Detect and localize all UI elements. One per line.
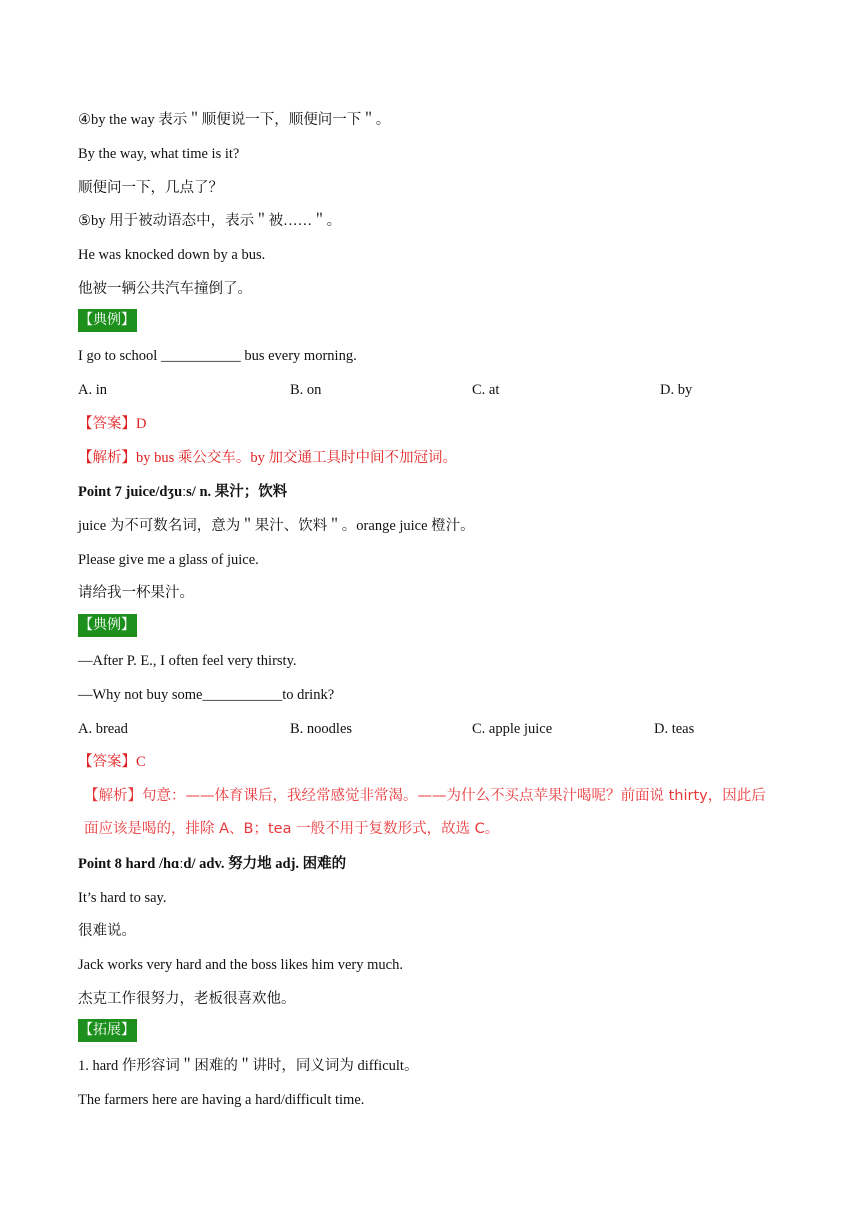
- example-tag-1: 【典例】: [78, 309, 137, 332]
- example1-option-d: D. by: [660, 382, 693, 398]
- example2-analysis-line-2: 面应该是喝的，排除 A、B；tea 一般不用于复数形式，故选 C。: [84, 821, 500, 837]
- point7-heading: Point 7 juice/dʒuːs/ n. 果汁；饮料: [78, 484, 288, 500]
- example2-option-a: A. bread: [78, 721, 128, 737]
- point7-description: juice 为不可数名词，意为＂果汁、饮料＂。orange juice 橙汁。: [78, 518, 475, 534]
- example2-question-1: —After P. E., I often feel very thirsty.: [78, 653, 297, 669]
- point7-example-zh: 请给我一杯果汁。: [78, 585, 194, 601]
- extension-item-1-example: The farmers here are having a hard/difficult time.: [78, 1092, 365, 1108]
- example1-analysis: 【解析】by bus 乘公交车。by 加交通工具时中间不加冠词。: [78, 450, 458, 466]
- by-passive-example-en: He was knocked down by a bus.: [78, 247, 266, 263]
- example2-option-d: D. teas: [654, 721, 695, 737]
- by-passive-usage: ⑤by 用于被动语态中，表示＂被……＂。: [78, 213, 342, 229]
- example-tag-2: 【典例】: [78, 614, 137, 637]
- point8-heading: Point 8 hard /hɑːd/ adv. 努力地 adj. 困难的: [78, 856, 347, 872]
- point8-example1-en: It’s hard to say.: [78, 890, 167, 906]
- example2-option-b: B. noodles: [290, 721, 353, 737]
- example2-analysis-line-1: 【解析】句意：——体育课后，我经常感觉非常渴。——为什么不买点苹果汁喝呢？前面说 thirty，因此后: [84, 788, 766, 804]
- by-the-way-usage: ④by the way 表示＂顺便说一下，顺便问一下＂。: [78, 112, 391, 128]
- example1-option-c: C. at: [472, 382, 500, 398]
- extension-tag: 【拓展】: [78, 1019, 137, 1042]
- example1-answer: 【答案】D: [78, 416, 147, 432]
- point7-example-en: Please give me a glass of juice.: [78, 552, 259, 568]
- point8-example1-zh: 很难说。: [78, 923, 136, 939]
- example2-answer: 【答案】C: [78, 754, 146, 770]
- example2-question-2: —Why not buy some___________to drink?: [78, 687, 335, 703]
- example2-analysis: [84, 780, 804, 846]
- example1-question: I go to school ___________ bus every morning.: [78, 348, 357, 364]
- example1-option-b: B. on: [290, 382, 322, 398]
- point8-example2-en: Jack works very hard and the boss likes him very much.: [78, 957, 403, 973]
- point8-example2-zh: 杰克工作很努力，老板很喜欢他。: [78, 991, 296, 1007]
- by-the-way-example-en: By the way, what time is it?: [78, 146, 240, 162]
- example1-option-a: A. in: [78, 382, 107, 398]
- by-passive-example-zh: 他被一辆公共汽车撞倒了。: [78, 281, 252, 297]
- by-the-way-example-zh: 顺便问一下，几点了？: [78, 180, 223, 196]
- extension-item-1: 1. hard 作形容词＂困难的＂讲时，同义词为 difficult。: [78, 1058, 419, 1074]
- example2-option-c: C. apple juice: [472, 721, 553, 737]
